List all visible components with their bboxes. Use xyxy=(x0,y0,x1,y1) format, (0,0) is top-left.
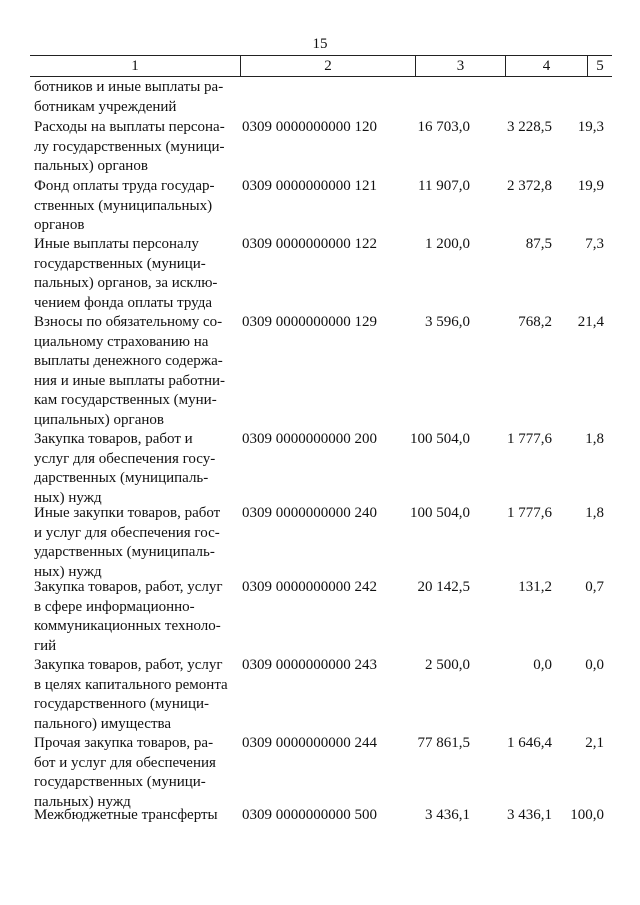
description-line: Закупка товаров, работ и xyxy=(34,431,193,447)
row-description xyxy=(34,734,239,812)
description-line: пальных) органов xyxy=(34,158,148,174)
table-row xyxy=(30,656,620,734)
budget-code: 0309 0000000000 244 xyxy=(242,735,377,751)
budget-code: 0309 0000000000 121 xyxy=(242,178,377,194)
description-line: Закупка товаров, работ, услуг xyxy=(34,579,223,595)
executed-amount: 3 228,5 xyxy=(507,119,552,135)
table-row xyxy=(30,504,620,578)
row-description xyxy=(34,177,239,236)
planned-amount: 100 504,0 xyxy=(410,431,470,447)
executed-amount: 1 777,6 xyxy=(507,431,552,447)
table-row xyxy=(30,313,620,430)
execution-percent: 0,7 xyxy=(585,579,604,595)
description-line: ных) нужд xyxy=(34,563,102,580)
description-line: пальных) органов, за исклю- xyxy=(34,275,218,291)
table-row xyxy=(30,806,620,836)
description-line: ударственных (муниципаль- xyxy=(34,544,215,560)
description-line: услуг для обеспечения госу- xyxy=(34,450,216,467)
row-description xyxy=(34,118,239,177)
planned-amount: 77 861,5 xyxy=(417,735,470,751)
column-header-2: 2 xyxy=(240,56,415,76)
description-line: бот и услуг для обеспечения xyxy=(34,754,216,771)
description-line: Взносы по обязательному со- xyxy=(34,314,223,330)
row-description xyxy=(34,430,239,508)
execution-percent: 2,1 xyxy=(585,735,604,751)
budget-code: 0309 0000000000 120 xyxy=(242,119,377,135)
planned-amount: 11 907,0 xyxy=(418,178,470,194)
description-line: Прочая закупка товаров, ра- xyxy=(34,735,214,751)
budget-code: 0309 0000000000 243 xyxy=(242,657,377,673)
description-line: выплаты денежного содержа- xyxy=(34,353,223,369)
description-line: пальных) нужд xyxy=(34,793,131,810)
budget-code: 0309 0000000000 200 xyxy=(242,431,377,447)
execution-percent: 7,3 xyxy=(585,236,604,252)
executed-amount: 2 372,8 xyxy=(507,178,552,194)
description-line: Иные выплаты персоналу xyxy=(34,236,199,252)
description-line: в сфере информационно- xyxy=(34,598,195,615)
table-row xyxy=(30,734,620,810)
executed-amount: 87,5 xyxy=(525,236,552,252)
row-description xyxy=(34,656,239,734)
planned-amount: 100 504,0 xyxy=(410,505,470,521)
description-line: коммуникационных техноло- xyxy=(34,618,221,634)
execution-percent: 0,0 xyxy=(585,657,604,673)
row-description xyxy=(34,78,239,117)
table-row xyxy=(30,430,620,504)
description-line: Закупка товаров, работ, услуг xyxy=(34,657,223,673)
execution-percent: 1,8 xyxy=(585,431,604,447)
execution-percent: 19,9 xyxy=(577,178,604,194)
planned-amount: 3 436,1 xyxy=(425,807,470,823)
planned-amount: 16 703,0 xyxy=(417,119,470,135)
table-row xyxy=(30,78,620,118)
description-line: лу государственных (муници- xyxy=(34,138,225,155)
execution-percent: 21,4 xyxy=(577,314,604,330)
budget-code: 0309 0000000000 122 xyxy=(242,236,377,252)
description-line: Фонд оплаты труда государ- xyxy=(34,178,215,194)
row-description xyxy=(34,578,239,656)
budget-code: 0309 0000000000 240 xyxy=(242,505,377,521)
table-row xyxy=(30,177,620,235)
description-line: Межбюджетные трансферты xyxy=(34,807,218,823)
execution-percent: 19,3 xyxy=(577,119,604,135)
description-line: в целях капитального ремонта xyxy=(34,676,228,693)
executed-amount: 3 436,1 xyxy=(507,807,552,823)
budget-code: 0309 0000000000 242 xyxy=(242,579,377,595)
executed-amount: 1 777,6 xyxy=(507,505,552,521)
row-description xyxy=(34,504,239,582)
executed-amount: 768,2 xyxy=(518,314,552,330)
page-number: 15 xyxy=(312,36,328,52)
description-line: государственных (муници- xyxy=(34,255,206,272)
planned-amount: 1 200,0 xyxy=(425,236,470,252)
description-line: ния и иные выплаты работни- xyxy=(34,372,226,389)
column-header-1: 1 xyxy=(131,58,139,74)
description-line: кам государственных (муни- xyxy=(34,392,217,408)
description-line: и услуг для обеспечения гос- xyxy=(34,524,220,541)
execution-percent: 1,8 xyxy=(585,505,604,521)
table-body xyxy=(30,78,620,836)
description-line: пального) имущества xyxy=(34,715,172,732)
table-row xyxy=(30,578,620,656)
table-header xyxy=(30,55,612,77)
row-description xyxy=(34,313,239,430)
description-line: ных) нужд xyxy=(34,489,102,506)
description-line: органов xyxy=(34,217,85,233)
planned-amount: 20 142,5 xyxy=(417,579,470,595)
description-line: государственных (муници- xyxy=(34,774,206,790)
row-description xyxy=(34,806,239,826)
description-line: Расходы на выплаты персона- xyxy=(34,119,225,135)
description-line: ственных (муниципальных) xyxy=(34,197,213,214)
column-header-3: 3 xyxy=(415,56,505,76)
executed-amount: 0,0 xyxy=(533,657,552,673)
execution-percent: 100,0 xyxy=(570,807,604,823)
description-line: ботникам учреждений xyxy=(34,98,177,115)
budget-code: 0309 0000000000 500 xyxy=(242,807,377,823)
description-line: государственного (муници- xyxy=(34,696,209,712)
description-line: ципальных) органов xyxy=(34,411,164,428)
description-line: циальному страхованию на xyxy=(34,333,209,350)
column-header-5: 5 xyxy=(587,56,612,76)
planned-amount: 3 596,0 xyxy=(425,314,470,330)
description-line: чением фонда оплаты труда xyxy=(34,294,212,311)
table-row xyxy=(30,118,620,177)
description-line: ботников и иные выплаты ра- xyxy=(34,79,224,95)
description-line: дарственных (муниципаль- xyxy=(34,470,209,486)
executed-amount: 131,2 xyxy=(518,579,552,595)
planned-amount: 2 500,0 xyxy=(425,657,470,673)
budget-code: 0309 0000000000 129 xyxy=(242,314,377,330)
table-row xyxy=(30,235,620,313)
column-header-4: 4 xyxy=(505,56,587,76)
description-line: Иные закупки товаров, работ xyxy=(34,505,221,521)
row-description xyxy=(34,235,239,313)
description-line: гий xyxy=(34,637,57,654)
executed-amount: 1 646,4 xyxy=(507,735,552,751)
